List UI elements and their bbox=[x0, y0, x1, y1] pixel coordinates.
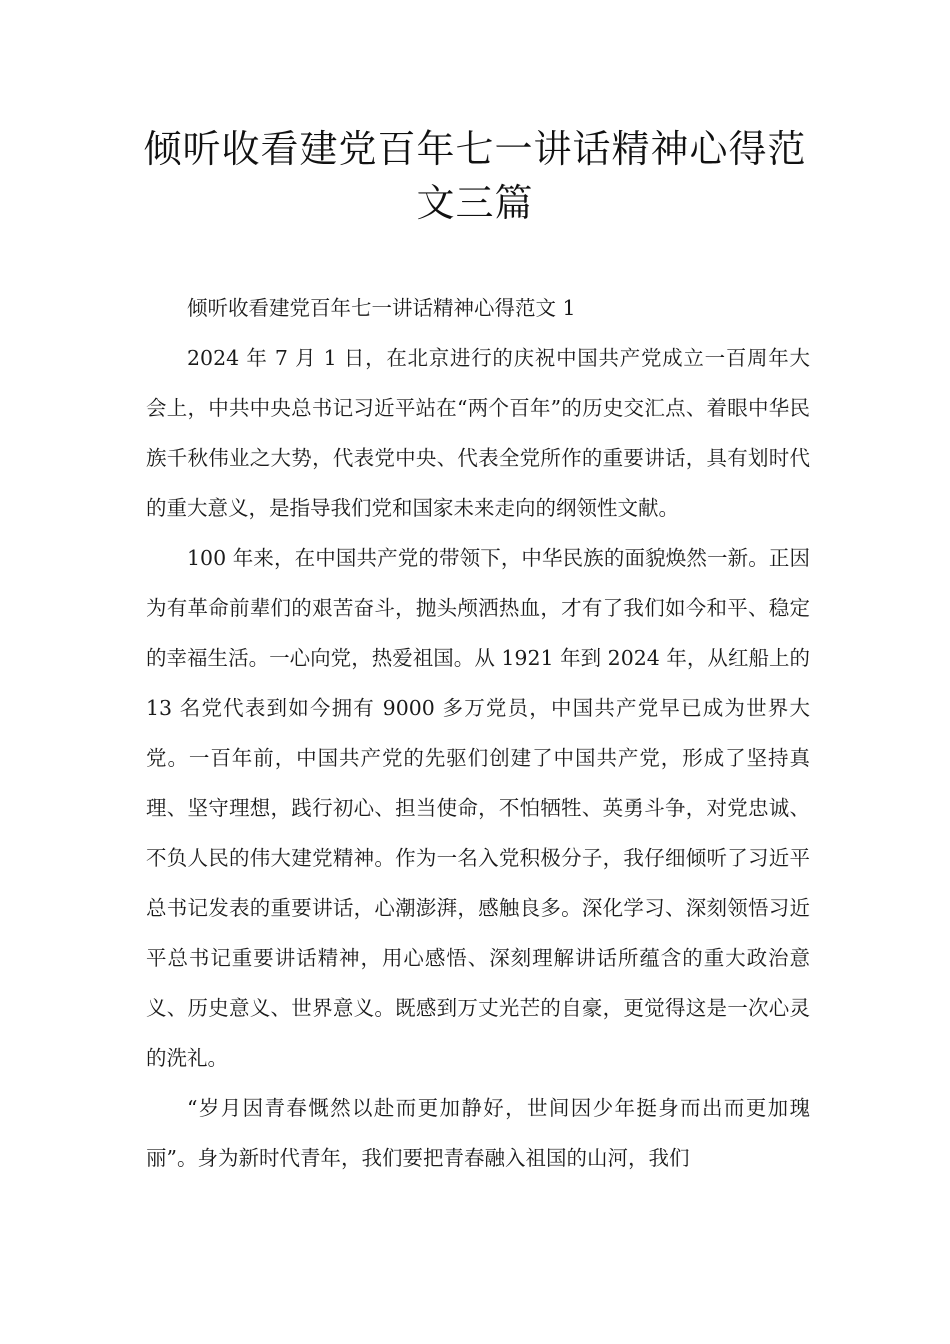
document-title bbox=[120, 122, 830, 230]
paragraph-3: “岁月因青春慨然以赴而更加静好，世间因少年挺身而出而更加瑰丽”。身为新时代青年，我们要把青春融入祖国的山河，我们 bbox=[146, 1096, 810, 1170]
document-body bbox=[146, 283, 810, 1183]
document-title-line-2: 文三篇 bbox=[416, 181, 534, 225]
paragraph-1: 2024 年 7 月 1 日，在北京进行的庆祝中国共产党成立一百周年大会上，中共中央总书记习近平站在“两个百年”的历史交汇点、着眼中华民族千秋伟业之大势，代表党中央、代表全党所作的重要讲话，具有划时代的重大意义，是指导我们党和国家未来走向的纲领性文献。 bbox=[146, 346, 810, 520]
section-subheading: 倾听收看建党百年七一讲话精神心得范文 1 bbox=[187, 296, 576, 320]
paragraph-2: 100 年来，在中国共产党的带领下，中华民族的面貌焕然一新。正因为有革命前辈们的艰苦奋斗，抛头颅洒热血，才有了我们如今和平、稳定的幸福生活。一心向党，热爱祖国。从 1921 年到 2024 年，从红船上的 13 名党代表到如今拥有 9000 多万党员，中国共产党早已成为世界大党。一百年前，中国共产党的先驱们创建了中国共产党，形成了坚持真理、坚守理想，践行初心、担当使命，不怕牺牲、英勇斗争，对党忠诚、不负人民的伟大建党精神。作为一名入党积极分子，我仔细倾听了习近平总书记发表的重要讲话，心潮澎湃，感触良多。深化学习、深刻领悟习近平总书记重要讲话精神，用心感悟、深刻理解讲话所蕴含的重大政治意义、历史意义、世界意义。既感到万丈光芒的自豪，更觉得这是一次心灵的洗礼。 bbox=[146, 546, 810, 1070]
document-title-line-1: 倾听收看建党百年七一讲话精神心得范 bbox=[143, 127, 807, 171]
